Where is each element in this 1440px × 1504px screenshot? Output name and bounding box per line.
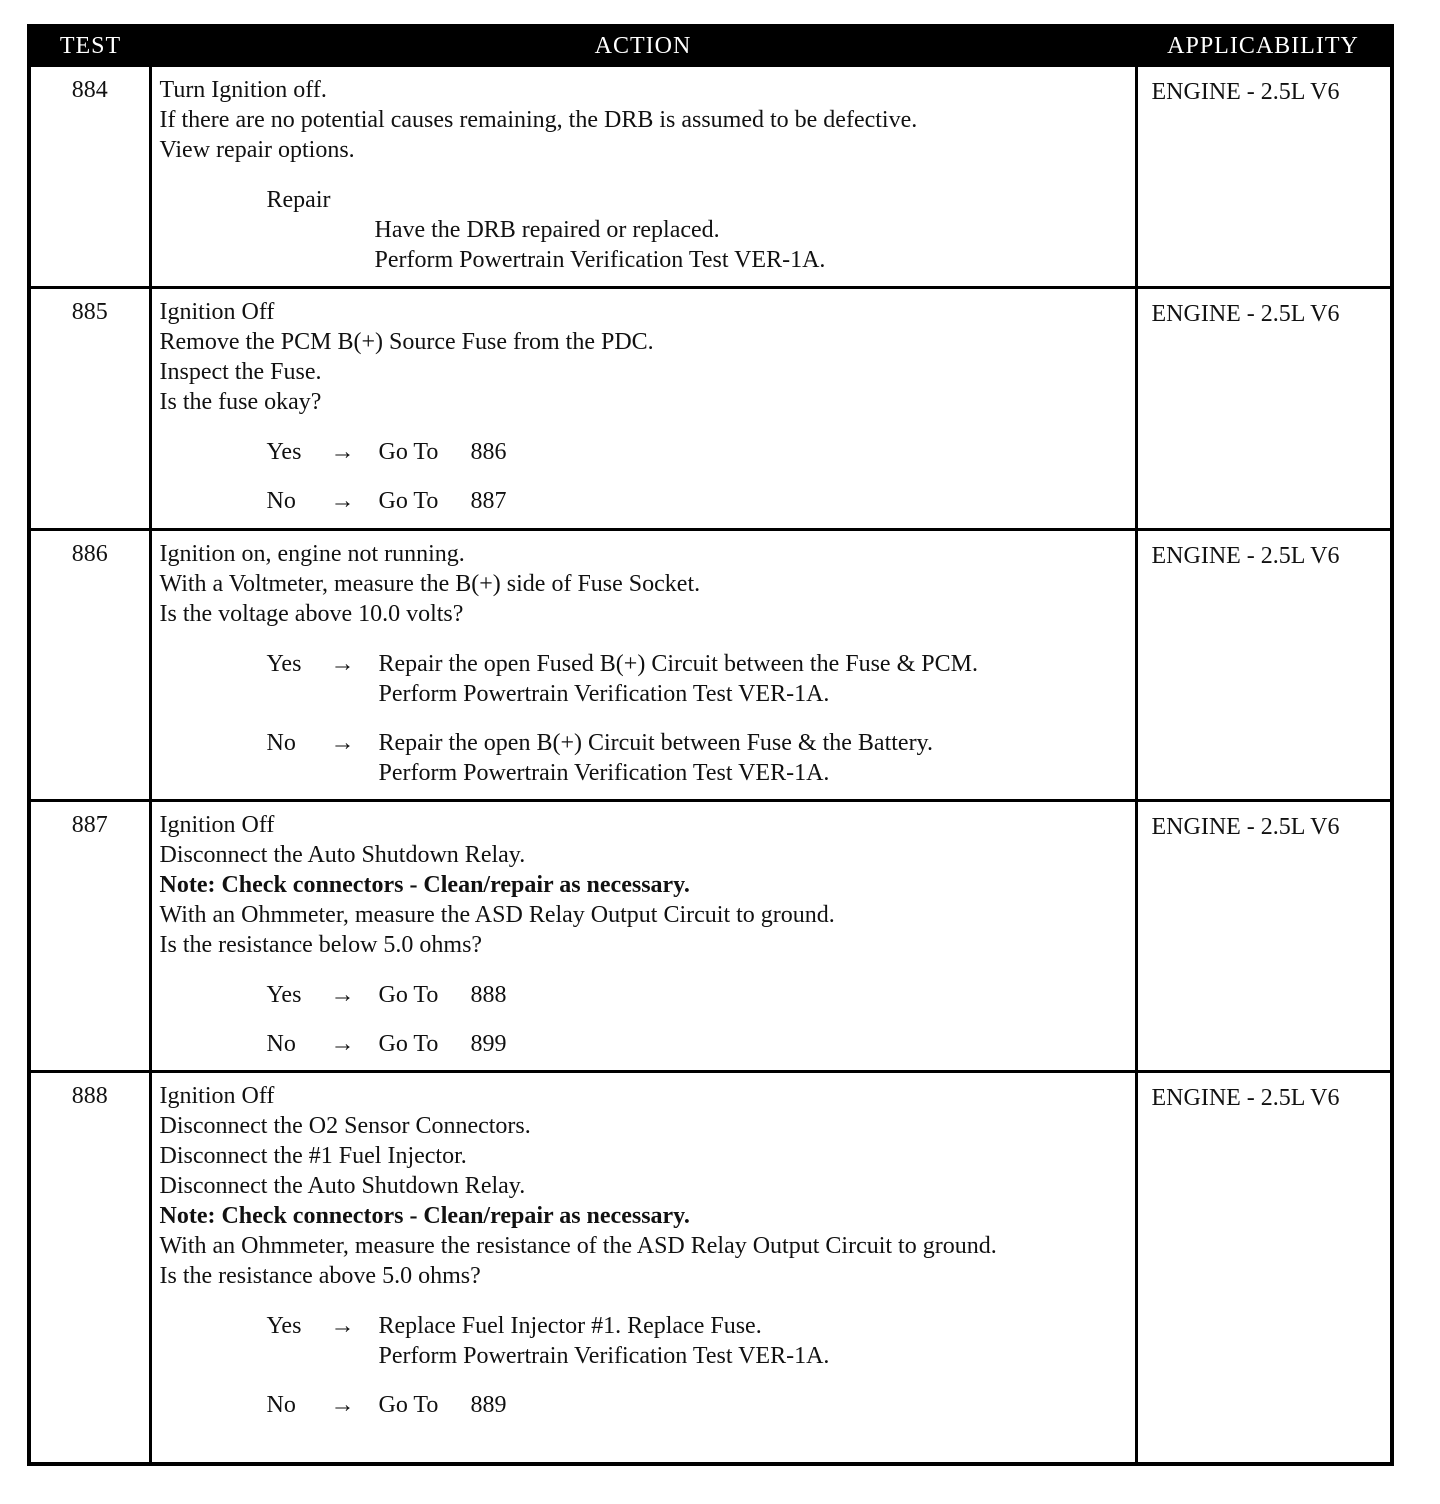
action-line: Ignition Off <box>159 299 275 325</box>
action-line: Is the fuse okay? <box>159 389 322 415</box>
table-row <box>29 66 1392 288</box>
goto-instruction <box>379 980 1127 1010</box>
note-line: Note: Check connectors - Clean/repair as necessary. <box>159 1203 690 1229</box>
note-line: Note: Check connectors - Clean/repair as necessary. <box>159 872 690 898</box>
action-line: Inspect the Fuse. <box>159 359 322 385</box>
branch-yes <box>160 649 1127 709</box>
action-line: Is the resistance above 5.0 ohms? <box>159 1263 481 1289</box>
goto-label: Go To <box>378 1392 439 1418</box>
branch-label: Yes <box>266 982 302 1008</box>
repair-line: Perform Powertrain Verification Test VER-1A. <box>374 247 826 273</box>
table-row <box>29 530 1392 801</box>
right-arrow-icon: → <box>330 982 355 1008</box>
branch-no <box>160 486 1127 516</box>
table-row <box>29 1072 1392 1464</box>
branch-line: Perform Powertrain Verification Test VER-1A. <box>378 760 830 786</box>
branch-line: Replace Fuel Injector #1. Replace Fuse. <box>378 1313 762 1339</box>
branch-instructions <box>379 649 1127 709</box>
action-line: View repair options. <box>159 137 355 163</box>
test-number: 886 <box>29 530 150 801</box>
header-applicability: APPLICABILITY <box>1136 26 1392 66</box>
branch-label: No <box>266 730 296 756</box>
branch-label: No <box>266 1031 296 1057</box>
branch-yes <box>160 980 1127 1010</box>
right-arrow-icon: → <box>330 1392 355 1418</box>
applicability-cell: ENGINE - 2.5L V6 <box>1136 1072 1392 1464</box>
right-arrow-icon: → <box>330 651 355 677</box>
goto-instruction <box>379 1029 1127 1059</box>
right-arrow-icon: → <box>330 439 355 465</box>
action-cell <box>150 530 1136 801</box>
action-line: Ignition on, engine not running. <box>159 541 465 567</box>
branch-line: Perform Powertrain Verification Test VER-1A. <box>378 1343 830 1369</box>
branch-no <box>160 728 1127 788</box>
action-line: Is the resistance below 5.0 ohms? <box>159 932 483 958</box>
action-cell <box>150 288 1136 530</box>
action-line: Disconnect the #1 Fuel Injector. <box>159 1143 467 1169</box>
goto-instruction <box>379 486 1127 516</box>
branch-label: Yes <box>266 651 302 677</box>
table-row <box>29 801 1392 1072</box>
branch-line: Repair the open B(+) Circuit between Fuse & the Battery. <box>378 730 933 756</box>
action-cell <box>150 1072 1136 1464</box>
branch-no <box>160 1029 1127 1059</box>
branch-yes <box>160 1311 1127 1371</box>
repair-line: Have the DRB repaired or replaced. <box>374 217 720 243</box>
goto-instruction <box>379 1390 1127 1420</box>
branch-list <box>160 1311 1127 1420</box>
goto-target: 887 <box>470 488 507 514</box>
applicability-cell: ENGINE - 2.5L V6 <box>1136 66 1392 288</box>
right-arrow-icon: → <box>330 1313 355 1339</box>
test-number: 885 <box>29 288 150 530</box>
table-header <box>29 26 1392 66</box>
repair-instructions <box>375 215 1127 275</box>
action-line: Disconnect the Auto Shutdown Relay. <box>159 842 526 868</box>
goto-label: Go To <box>378 982 439 1008</box>
action-line: With an Ohmmeter, measure the resistance of the ASD Relay Output Circuit to ground. <box>159 1233 997 1259</box>
applicability-cell: ENGINE - 2.5L V6 <box>1136 288 1392 530</box>
branch-line: Repair the open Fused B(+) Circuit between the Fuse & PCM. <box>378 651 978 677</box>
action-cell <box>150 66 1136 288</box>
branch-yes <box>160 437 1127 467</box>
branch-label: Yes <box>266 1313 302 1339</box>
test-number: 884 <box>29 66 150 288</box>
branch-line: Perform Powertrain Verification Test VER-1A. <box>378 681 830 707</box>
action-line: Disconnect the O2 Sensor Connectors. <box>159 1113 531 1139</box>
action-line: Remove the PCM B(+) Source Fuse from the PDC. <box>159 329 654 355</box>
action-cell <box>150 801 1136 1072</box>
branch-label: Yes <box>266 439 302 465</box>
action-line: If there are no potential causes remaining, the DRB is assumed to be defective. <box>159 107 918 133</box>
action-line: Ignition Off <box>159 812 275 838</box>
branch-list <box>160 649 1127 788</box>
action-line: Is the voltage above 10.0 volts? <box>159 601 464 627</box>
action-line: Ignition Off <box>159 1083 275 1109</box>
test-number: 888 <box>29 1072 150 1464</box>
goto-target: 889 <box>470 1392 507 1418</box>
diagnostic-procedure-sheet <box>27 24 1390 1466</box>
applicability-cell: ENGINE - 2.5L V6 <box>1136 530 1392 801</box>
goto-label: Go To <box>378 439 439 465</box>
goto-label: Go To <box>378 1031 439 1057</box>
goto-target: 899 <box>470 1031 507 1057</box>
action-line: Turn Ignition off. <box>159 77 327 103</box>
branch-no <box>160 1390 1127 1420</box>
repair-label: Repair <box>266 187 331 213</box>
branch-label: No <box>266 1392 296 1418</box>
header-action: ACTION <box>150 26 1136 66</box>
action-line: With an Ohmmeter, measure the ASD Relay Output Circuit to ground. <box>159 902 835 928</box>
action-line: With a Voltmeter, measure the B(+) side of Fuse Socket. <box>159 571 701 597</box>
branch-label: No <box>266 488 296 514</box>
diagnostic-table <box>27 24 1394 1466</box>
test-number: 887 <box>29 801 150 1072</box>
branch-list <box>160 437 1127 516</box>
branch-list <box>160 980 1127 1059</box>
right-arrow-icon: → <box>330 1031 355 1057</box>
goto-target: 886 <box>470 439 507 465</box>
goto-target: 888 <box>470 982 507 1008</box>
table-row <box>29 288 1392 530</box>
applicability-cell: ENGINE - 2.5L V6 <box>1136 801 1392 1072</box>
right-arrow-icon: → <box>330 488 355 514</box>
branch-instructions <box>379 728 1127 788</box>
goto-instruction <box>379 437 1127 467</box>
header-test: TEST <box>29 26 150 66</box>
right-arrow-icon: → <box>330 730 355 756</box>
goto-label: Go To <box>378 488 439 514</box>
branch-instructions <box>379 1311 1127 1371</box>
action-line: Disconnect the Auto Shutdown Relay. <box>159 1173 526 1199</box>
